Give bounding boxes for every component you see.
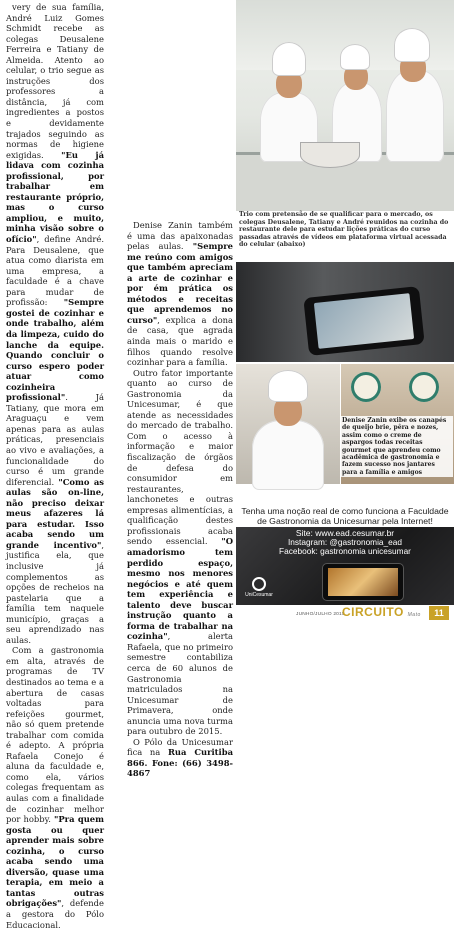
quote-text: Rua Curitiba 866. Fone: (66) 3498-4867 [127, 747, 234, 779]
article-paragraph [6, 645, 104, 930]
logo-text: UniCesumar [245, 592, 273, 598]
quote-text: "Eu já lidava com cozinha profissional, por trabalhar em restaurante próprio, mas o curso ampliou, e muito, minha visão sobre o ofício" [6, 149, 104, 245]
ad-instagram[interactable]: Instagram: @gastronomia_ead [287, 537, 403, 547]
canape-dish [409, 372, 439, 402]
phone-screen [314, 293, 414, 349]
body-text: Denise Zanin também é uma das apaixonadas pelas aulas. [127, 220, 233, 252]
quote-text: "Sempre gostei de cozinhar e onde trabalho, além da limpeza, cuido do lanche da equipe. Quando concluir o curso espero poder atuar como cozinheira profissional" [6, 297, 104, 403]
chef-hat [394, 28, 430, 62]
magazine-name: CIRCUITO [342, 605, 404, 619]
chef-hat [340, 44, 370, 70]
body-text: , explica a dona de casa, que agrada ainda mais o marido e filhos quando resolve cozinhar para a família. [127, 314, 233, 368]
body-text: O Pólo da Unicesumar fica na [127, 736, 233, 758]
article-paragraph [127, 737, 233, 779]
body-text: . Já Tatiany, que mora em Araguaçu e vem apenas para as aulas práticas, presenciais ao vivo e avaliações, a funcionalidade do curso é um grande diferencial. [6, 392, 104, 487]
ad-phone-screen [328, 568, 398, 596]
body-text: , alerta Rafaela, que no primeiro semestre contabiliza cerca de 60 alunos de Gastronomia matriculados na Unicesumar de Primavera, onde anuncia uma nova turma para outubro de 2015. [127, 631, 233, 737]
chef-hat [268, 370, 308, 402]
article-column-2 [127, 220, 233, 779]
article-paragraph [127, 368, 233, 737]
body-text: very de sua família, André Luiz Gomes Schmidt recebe as colegas Deusalene Ferreira e Tatiany de Almeida. Atento ao celular, o trio segue as instruções dos professores a distância, já com ingredientes a postos e devidamente trajados seguindo as normas de higiene exigidas. [6, 2, 104, 160]
quote-text: "Como as aulas são on-line, não preciso deixar meus afazeres lá para estudar. Isso acaba sendo um grande incentivo" [6, 476, 104, 550]
body-text: , define André. Para Deusalene, que atua como diarista em uma empresa, a faculdade é a chave para mudar de profissão: [6, 234, 104, 308]
issue-date: JUNHO/JULHO 2015 [296, 612, 345, 617]
denise-photo-caption: Denise Zanin exibe os canapés de queijo brie, pêra e nozes, assim como o creme de aspargos todas receitas gourmet que aprendeu como acadêmica de gastronomia e fazem sucesso nos jantares para a família e amigos [341, 416, 453, 477]
page-number: 11 [429, 606, 449, 620]
unicesumar-ad-banner [236, 527, 454, 605]
ad-facebook[interactable]: Facebook: gastronomia unicesumar [279, 546, 411, 556]
quote-text: "Pra quem gosta ou quer aprender mais sobre cozinha, o curso acaba sendo uma diversão, quase uma terapia, em meio a tantas outras obrigações" [6, 814, 104, 909]
unicesumar-logo-icon [244, 577, 274, 601]
magazine-subtitle: Mato [407, 612, 421, 618]
magazine-logo [342, 605, 421, 619]
body-text: , defende a gestora do Pólo Educacional. [6, 898, 104, 930]
chef-andre [386, 70, 444, 162]
chef-hat [272, 42, 306, 76]
ad-phone-image [322, 563, 404, 601]
kitchen-photo [236, 0, 454, 208]
smartphone-icon [303, 286, 424, 356]
smartphone-photo [236, 262, 454, 362]
logo-mark [252, 577, 266, 591]
body-text: Outro fator importante quanto ao curso de Gastronomia da Unicesumar, é que atende as necessidades do mercado de trabalho. Com o acesso à informação e maior fiscalização de órgãos de defesa do consumidor em restaurantes, lanchonetes e outras empresas alimentícias, a qualificação destes profissionais acaba sendo essencial. [127, 367, 233, 547]
denise-photo [236, 364, 340, 484]
body-text: , justifica ela, que inclusive já complementos as opções de recheios na pastelaria que a família tem naquele município, graças a seu aprendizado nas aulas. [6, 539, 104, 645]
article-paragraph [6, 2, 104, 645]
ad-site[interactable]: Site: www.ead.cesumar.br [295, 528, 395, 538]
body-text: Com a gastronomia em alta, através de programas de TV destinados ao tema e a abertura de casas voltadas para refeições gourmet, não só quem pretende trabalhar com comida é adepto. A própria Rafaela Conejo é aluna da faculdade e, como ela, vários colegas frequentam as aulas com a finalidade de cozinhar melhor por hobby. [6, 645, 104, 825]
quote-text: "Sempre me reúno com amigos que também apreciam a arte de cozinhar e por ém prática os métodos e receitas que aprendemos no curso" [127, 241, 233, 325]
quote-text: "O amadorismo tem perdido espaço, mesmo nos menores negócios e até quem tem experiência e talento deve buscar instrução quanto a forma de trabalhar na cozinha" [127, 536, 233, 642]
kitchen-photo-caption: Trio com pretensão de se qualificar para o mercado, os colegas Deusalene, Tatiany e André reunidos na cozinha do restaurante dele para estudar lições práticas do curso passadas através de vídeos em plataforma virtual acessada do celular (abaixo) [239, 211, 449, 249]
mixing-bowl [300, 142, 360, 168]
article-paragraph [127, 220, 233, 368]
article-column-1 [6, 2, 104, 930]
chef-denise [252, 420, 324, 490]
canape-dish [351, 372, 381, 402]
ad-headline: Tenha uma noção real de como funciona a Faculdade de Gastronomia da Unicesumar pela Internet! [241, 506, 449, 527]
